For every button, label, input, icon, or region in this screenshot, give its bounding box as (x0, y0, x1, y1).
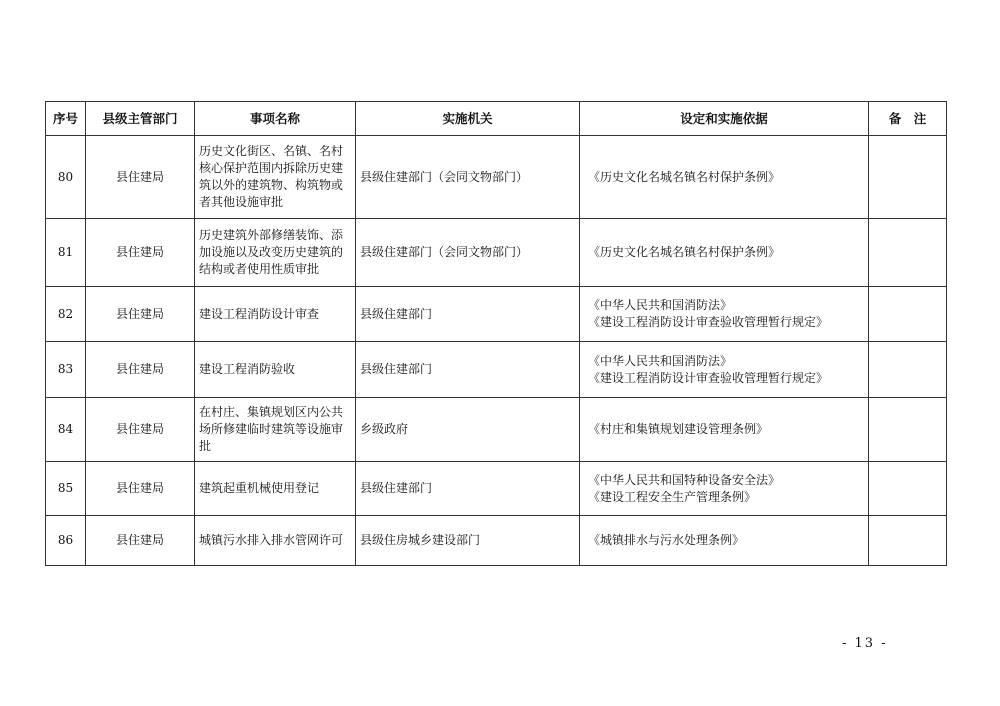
row-dept: 县住建局 (86, 342, 195, 398)
basis-line: 《历史文化名城名镇名村保护条例》 (588, 169, 781, 184)
row-agency: 县级住房城乡建设部门 (356, 516, 580, 566)
row-remark (869, 462, 947, 516)
row-basis (580, 219, 869, 287)
row-item: 历史建筑外部修缮装饰、添加设施以及改变历史建筑的结构或者使用性质审批 (195, 219, 356, 287)
row-seq: 82 (46, 287, 86, 342)
table-row (46, 219, 947, 287)
row-item: 历史文化街区、名镇、名村核心保护范围内拆除历史建筑以外的建筑物、构筑物或者其他设施审批 (195, 136, 356, 219)
row-remark (869, 342, 947, 398)
basis-line: 《中华人民共和国消防法》 (588, 298, 733, 312)
row-seq: 84 (46, 398, 86, 462)
row-agency: 县级住建部门 (356, 342, 580, 398)
row-seq: 86 (46, 516, 86, 566)
table-row (46, 287, 947, 342)
row-agency: 县级住建部门 (356, 287, 580, 342)
row-dept: 县住建局 (86, 287, 195, 342)
row-dept: 县住建局 (86, 219, 195, 287)
row-dept: 县住建局 (86, 398, 195, 462)
basis-line: 《历史文化名城名镇名村保护条例》 (588, 245, 781, 259)
header-remark: 备 注 (869, 102, 947, 136)
row-remark (869, 219, 947, 287)
row-agency: 县级住建部门（会同文物部门） (356, 219, 580, 287)
row-remark (869, 398, 947, 462)
row-agency: 乡级政府 (356, 398, 580, 462)
row-remark (869, 136, 947, 219)
page-number: - 13 - (842, 636, 888, 651)
header-seq: 序号 (46, 102, 86, 136)
row-item: 城镇污水排入排水管网许可 (195, 516, 356, 566)
table-row (46, 516, 947, 566)
basis-line: 《村庄和集镇规划建设管理条例》 (588, 422, 769, 436)
header-item: 事项名称 (195, 102, 356, 136)
header-agency: 实施机关 (356, 102, 580, 136)
basis-line: 《建设工程消防设计审查验收管理暂行规定》 (588, 370, 829, 385)
permits-table (45, 101, 947, 566)
basis-line: 《中华人民共和国消防法》 (588, 353, 733, 368)
row-dept: 县住建局 (86, 516, 195, 566)
row-item: 建设工程消防设计审查 (195, 287, 356, 342)
row-item: 建设工程消防验收 (195, 342, 356, 398)
table-row (46, 462, 947, 516)
row-basis (580, 398, 869, 462)
row-seq: 83 (46, 342, 86, 398)
row-item: 建筑起重机械使用登记 (195, 462, 356, 516)
row-basis (580, 287, 869, 342)
row-seq: 80 (46, 136, 86, 219)
row-remark (869, 287, 947, 342)
row-basis (580, 462, 869, 516)
row-basis (580, 516, 869, 566)
basis-line: 《中华人民共和国特种设备安全法》 (588, 472, 781, 487)
row-seq: 85 (46, 462, 86, 516)
row-basis (580, 136, 869, 219)
row-item: 在村庄、集镇规划区内公共场所修建临时建筑等设施审批 (195, 398, 356, 462)
row-agency: 县级住建部门 (356, 462, 580, 516)
header-basis: 设定和实施依据 (580, 102, 869, 136)
header-dept: 县级主管部门 (86, 102, 195, 136)
header-row (46, 102, 947, 136)
table-row (46, 136, 947, 219)
row-agency: 县级住建部门（会同文物部门） (356, 136, 580, 219)
basis-line: 《建设工程消防设计审查验收管理暂行规定》 (588, 315, 829, 329)
row-remark (869, 516, 947, 566)
table-row (46, 342, 947, 398)
row-basis (580, 342, 869, 398)
row-seq: 81 (46, 219, 86, 287)
table-row (46, 398, 947, 462)
basis-line: 《建设工程安全生产管理条例》 (588, 489, 757, 504)
row-dept: 县住建局 (86, 462, 195, 516)
row-dept: 县住建局 (86, 136, 195, 219)
basis-line: 《城镇排水与污水处理条例》 (588, 533, 745, 547)
